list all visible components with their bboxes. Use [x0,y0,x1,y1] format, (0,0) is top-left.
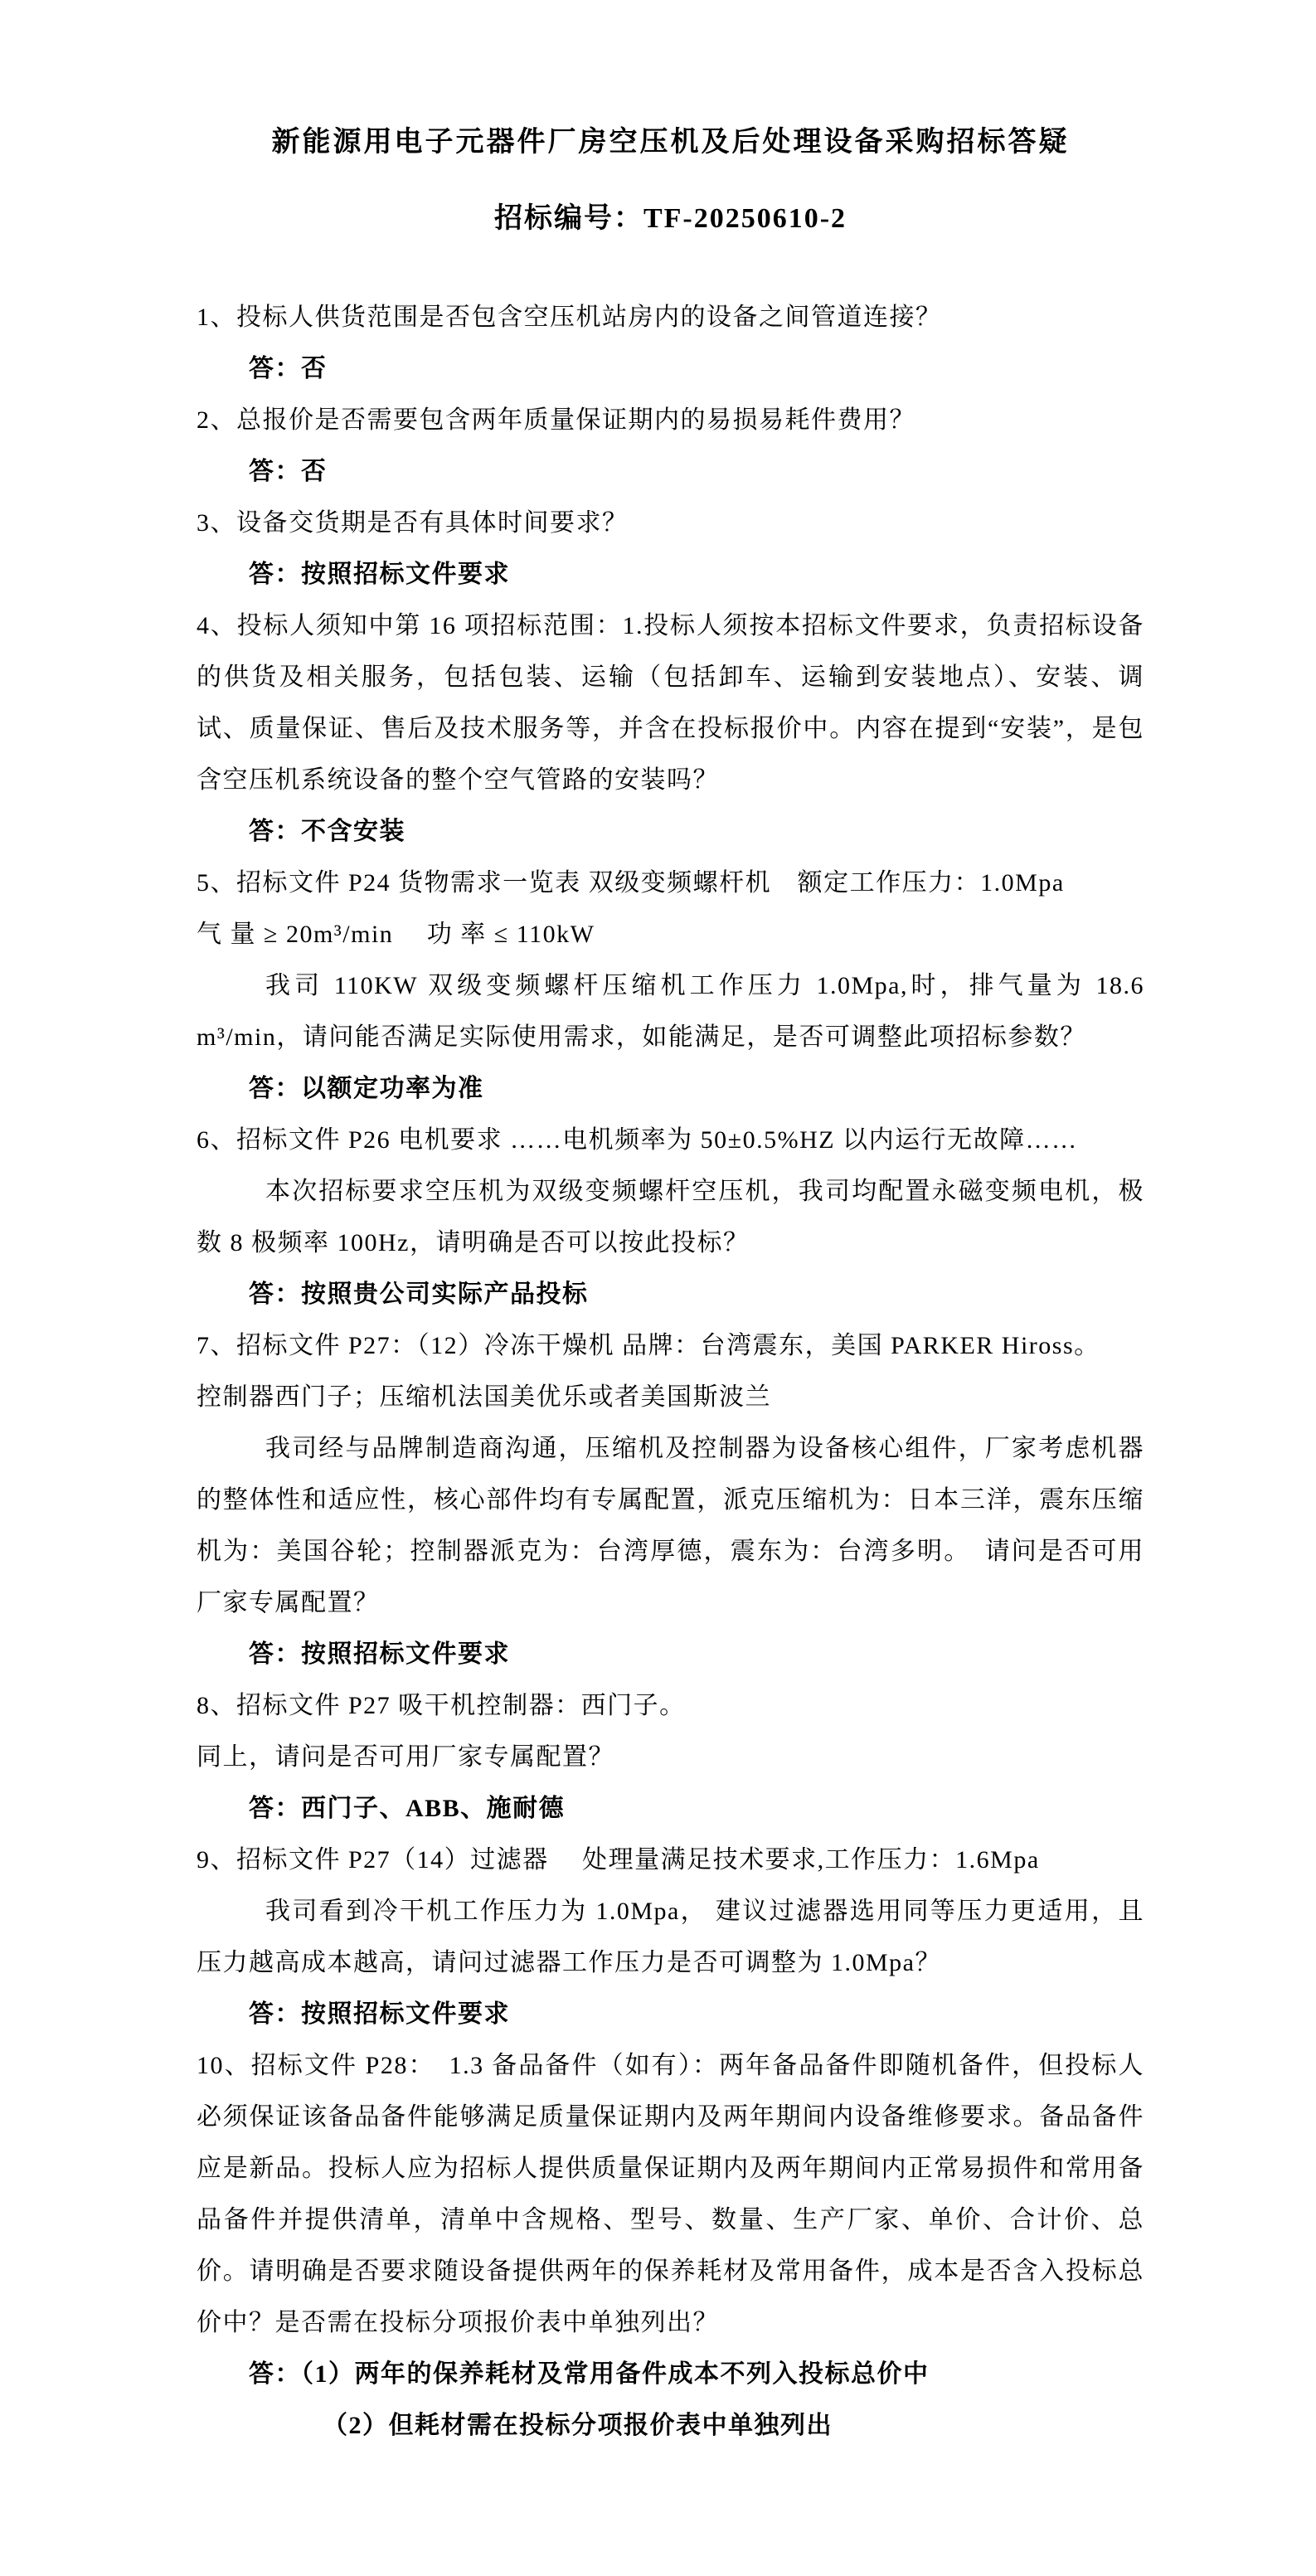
bid-number: 招标编号：TF-20250610-2 [493,203,847,234]
qa-list [197,292,1144,2452]
question-paragraph: 我司 110KW 双级变频螺杆压缩机工作压力 1.0Mpa,时，排气量为 18.6 m³/min，请问能否满足实际使用需求，如能满足，是否可调整此项招标参数？ [197,972,1144,1051]
question-paragraph: 8、招标文件 P27 吸干机控制器：西门子。 [197,1692,686,1719]
answer-paragraph: 答：（1）两年的保养耗材及常用备件成本不列入投标总价中 [249,2360,930,2388]
question-paragraph: 1、投标人供货范围是否包含空压机站房内的设备之间管道连接？ [197,304,942,331]
question-paragraph: 2、总报价是否需要包含两年质量保证期内的易损易耗件费用？ [197,406,915,434]
answer-paragraph: 答：按照招标文件要求 [249,561,510,588]
answer-paragraph: 答：按照招标文件要求 [249,2000,510,2028]
answer-paragraph: 答：否 [249,355,328,382]
answer-paragraph: 答：以额定功率为准 [249,1075,484,1102]
question-paragraph: 3、设备交货期是否有具体时间要求？ [197,509,629,537]
answer-paragraph: （2）但耗材需在投标分项报价表中单独列出 [323,2412,833,2439]
page-title: 新能源用电子元器件厂房空压机及后处理设备采购招标答疑 [271,127,1070,158]
answer-paragraph: 答：否 [249,458,328,485]
answer-paragraph: 答：不含安装 [249,818,405,845]
question-paragraph: 5、招标文件 P24 货物需求一览表 双级变频螺杆机 额定工作压力：1.0Mpa [197,869,1065,897]
question-paragraph: 同上，请问是否可用厂家专属配置？ [197,1743,614,1771]
question-paragraph: 气 量 ≥ 20m³/min 功 率 ≤ 110kW [197,921,595,948]
question-paragraph: 我司经与品牌制造商沟通，压缩机及控制器为设备核心组件，厂家考虑机器的整体性和适应性，核心部件均有专属配置，派克压缩机为：日本三洋，震东压缩机为：美国谷轮；控制器派克为：台湾厚德，震东为：台湾多明。 请问是否可用厂家专属配置？ [197,1435,1144,1616]
answer-paragraph: 答：按照招标文件要求 [249,1640,510,1668]
question-paragraph: 10、招标文件 P28： 1.3 备品备件（如有）：两年备品备件即随机备件，但投标人必须保证该备品备件能够满足质量保证期内及两年期间内设备维修要求。备品备件应是新品。投标人应为招标人提供质量保证期内及两年期间内正常易损件和常用备品备件并提供清单，清单中含规格、型号、数量、生产厂家、单价、合计价、总价。请明确是否要求随设备提供两年的保养耗材及常用备件，成本是否含入投标总价中？是否需在投标分项报价表中单独列出？ [197,2052,1144,2336]
question-paragraph: 4、投标人须知中第 16 项招标范围：1.投标人须按本招标文件要求，负责招标设备的供货及相关服务，包括包装、运输（包括卸车、运输到安装地点）、安装、调试、质量保证、售后及技术服务等，并含在投标报价中。内容在提到“安装”，是包含空压机系统设备的整个空气管路的安装吗？ [197,612,1144,794]
question-paragraph: 控制器西门子；压缩机法国美优乐或者美国斯波兰 [197,1383,771,1411]
question-paragraph: 7、招标文件 P27：（12）冷冻干燥机 品牌：台湾震东，美国 PARKER Hiross。 [197,1332,1100,1359]
question-paragraph: 9、招标文件 P27（14）过滤器 处理量满足技术要求,工作压力：1.6Mpa [197,1846,1040,1874]
question-paragraph: 6、招标文件 P26 电机要求 ……电机频率为 50±0.5%HZ 以内运行无故障…… [197,1126,1078,1154]
answer-paragraph: 答：按照贵公司实际产品投标 [249,1281,589,1308]
question-paragraph: 我司看到冷干机工作压力为 1.0Mpa， 建议过滤器选用同等压力更适用，且压力越高成本越高，请问过滤器工作压力是否可调整为 1.0Mpa？ [197,1898,1144,1976]
question-paragraph: 本次招标要求空压机为双级变频螺杆空压机，我司均配置永磁变频电机，极数 8 极频率 100Hz，请明确是否可以按此投标？ [197,1178,1144,1256]
answer-paragraph: 答：西门子、ABB、施耐德 [249,1795,566,1822]
